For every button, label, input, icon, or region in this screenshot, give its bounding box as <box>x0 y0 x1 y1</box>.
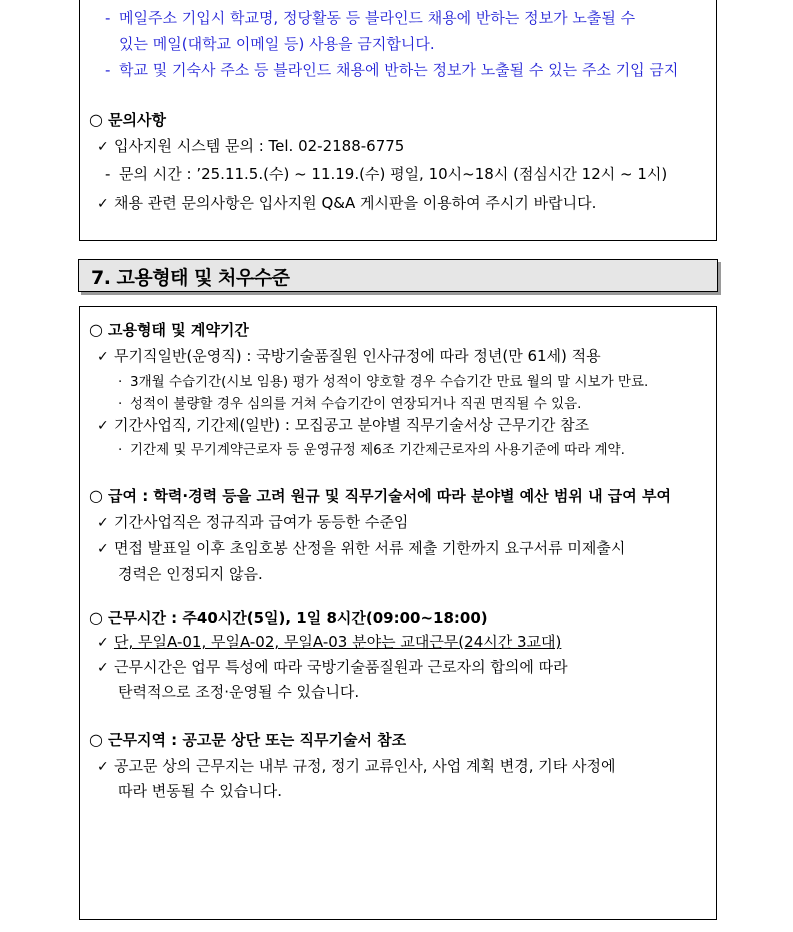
employment-item-1-sub-1: · 3개월 수습기간(시보 임용) 평가 성적이 양호할 경우 수습기간 만료 월의 말 시보가 만료. <box>118 374 649 390</box>
hours-heading: ○ 근무시간 : 주40시간(5일), 1일 8시간(09:00~18:00) <box>89 608 488 627</box>
inquiry-system-contact: ✓ 입사지원 시스템 문의 : Tel. 02-2188-6775 <box>97 137 405 155</box>
dash-marker: - <box>105 61 111 79</box>
check-icon: ✓ <box>97 541 109 557</box>
employment-item-1: ✓ 무기직일반(운영직) : 국방기술품질원 인사규정에 따라 정년(만 61세) 적용 <box>97 347 601 365</box>
location-item-1-line-2: 따라 변동될 수 있습니다. <box>118 782 282 800</box>
middle-dot-marker: · <box>118 442 123 458</box>
employment-item-2-sub-1: · 기간제 및 무기계약근로자 등 운영규정 제6조 기간제근로자의 사용기준에 따라 계약. <box>118 442 625 458</box>
check-icon: ✓ <box>97 515 109 531</box>
check-icon: ✓ <box>97 349 109 365</box>
circle-bullet-icon: ○ <box>89 320 103 339</box>
inquiry-qna-note: ✓ 채용 관련 문의사항은 입사지원 Q&A 게시판을 이용하여 주시기 바랍니다. <box>97 194 597 212</box>
check-icon: ✓ <box>97 759 109 775</box>
location-item-1-line-1: ✓ 공고문 상의 근무지는 내부 규정, 정기 교류인사, 사업 계획 변경, 기타 사정에 <box>97 757 616 775</box>
check-icon: ✓ <box>97 635 109 651</box>
section-7-title: 7. 고용형태 및 처우수준 <box>91 267 290 289</box>
check-icon: ✓ <box>97 139 109 155</box>
check-icon: ✓ <box>97 418 109 434</box>
salary-item-2-line-1: ✓ 면접 발표일 이후 초임호봉 산정을 위한 서류 제출 기한까지 요구서류 미제출시 <box>97 539 626 557</box>
hours-item-2-line-1: ✓ 근무시간은 업무 특성에 따라 국방기술품질원과 근로자의 합의에 따라 <box>97 658 568 676</box>
section-7-header <box>78 259 718 292</box>
employment-item-2: ✓ 기간사업직, 기간제(일반) : 모집공고 분야별 직무기술서상 근무기간 참조 <box>97 416 590 434</box>
employment-item-1-sub-2: · 성적이 불량할 경우 심의를 거쳐 수습기간이 연장되거나 직권 면직될 수 있음. <box>118 396 582 412</box>
dash-marker: - <box>105 9 111 27</box>
employment-heading: ○ 고용형태 및 계약기간 <box>89 320 249 339</box>
hours-item-2-line-2: 탄력적으로 조정·운영될 수 있습니다. <box>118 683 360 701</box>
salary-item-1: ✓ 기간사업직은 정규직과 급여가 동등한 수준임 <box>97 513 409 531</box>
middle-dot-marker: · <box>118 396 123 412</box>
dash-marker: - <box>105 165 111 183</box>
blue-item-1-line-2: 있는 메일(대학교 이메일 등) 사용을 금지합니다. <box>119 35 435 53</box>
salary-item-2-line-2: 경력은 인정되지 않음. <box>118 565 263 583</box>
circle-bullet-icon: ○ <box>89 608 103 627</box>
circle-bullet-icon: ○ <box>89 486 103 505</box>
location-heading: ○ 근무지역 : 공고문 상단 또는 직무기술서 참조 <box>89 730 407 749</box>
hours-item-1: ✓ 단, 무일A-01, 무일A-02, 무일A-03 분야는 교대근무(24시간 3교대) <box>97 633 562 651</box>
middle-dot-marker: · <box>118 374 123 390</box>
check-icon: ✓ <box>97 660 109 676</box>
circle-bullet-icon: ○ <box>89 730 103 749</box>
blue-item-1-line-1: - 메일주소 기입시 학교명, 정당활동 등 블라인드 채용에 반하는 정보가 노출될 수 <box>105 9 636 27</box>
circle-bullet-icon: ○ <box>89 110 103 129</box>
inquiry-heading: ○ 문의사항 <box>89 110 166 129</box>
salary-heading: ○ 급여 : 학력·경력 등을 고려 원규 및 직무기술서에 따라 분야별 예산 범위 내 급여 부여 <box>89 486 671 505</box>
blue-item-2: - 학교 및 기숙사 주소 등 블라인드 채용에 반하는 정보가 노출될 수 있는 주소 기입 금지 <box>105 61 679 79</box>
inquiry-time: - 문의 시간 : ’25.11.5.(수) ~ 11.19.(수) 평일, 10시~18시 (점심시간 12시 ~ 1시) <box>105 165 668 183</box>
check-icon: ✓ <box>97 196 109 212</box>
